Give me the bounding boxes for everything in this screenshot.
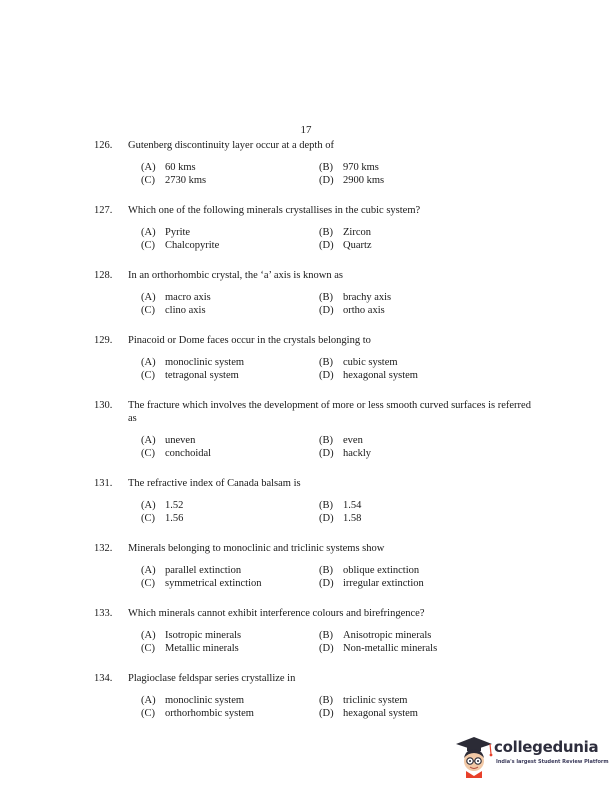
- option-text: cubic system: [343, 357, 398, 368]
- option-text: Zircon: [343, 227, 371, 238]
- option-text: 2900 kms: [343, 175, 385, 186]
- option-text: Pyrite: [165, 227, 191, 238]
- question-text: The fracture which involves the development of more or less smooth curved surfaces is referred as: [128, 400, 531, 424]
- option-text: Chalcopyrite: [165, 240, 220, 251]
- option-label: (D): [319, 370, 334, 381]
- answer-option: [141, 642, 319, 655]
- option-label: (C): [141, 708, 155, 719]
- option-label: (B): [319, 227, 333, 238]
- answer-options: [141, 629, 534, 655]
- question-133: [94, 607, 534, 655]
- question-130: [94, 399, 534, 460]
- question-number: 129.: [94, 335, 113, 346]
- option-label: (D): [319, 578, 334, 589]
- answer-option: [141, 304, 319, 317]
- option-text: ortho axis: [343, 305, 385, 316]
- question-number: 127.: [94, 205, 113, 216]
- question-text: Gutenberg discontinuity layer occur at a depth of: [128, 140, 334, 151]
- question-text: Plagioclase feldspar series crystallize in: [128, 673, 296, 684]
- answer-option: [319, 577, 479, 590]
- answer-option: [319, 369, 479, 382]
- option-text: 1.54: [343, 500, 362, 511]
- answer-options: [141, 434, 534, 460]
- question-text: The refractive index of Canada balsam is: [128, 478, 301, 489]
- option-label: (C): [141, 240, 155, 251]
- option-text: oblique extinction: [343, 565, 420, 576]
- option-label: (B): [319, 162, 333, 173]
- answer-option: [319, 239, 479, 252]
- question-128: [94, 269, 534, 317]
- option-label: (C): [141, 305, 155, 316]
- option-text: 1.56: [165, 513, 184, 524]
- question-number: 133.: [94, 608, 113, 619]
- option-label: (A): [141, 630, 156, 641]
- answer-option: [319, 356, 479, 369]
- option-label: (C): [141, 175, 155, 186]
- answer-options: [141, 161, 534, 187]
- answer-option: [141, 694, 319, 707]
- option-text: monoclinic system: [165, 695, 245, 706]
- question-stem: [94, 607, 534, 620]
- option-text: 60 kms: [165, 162, 196, 173]
- question-stem: [94, 477, 534, 490]
- question-number: 126.: [94, 140, 113, 151]
- option-label: (B): [319, 500, 333, 511]
- answer-option: [319, 434, 479, 447]
- answer-option: [319, 707, 479, 720]
- option-label: (A): [141, 500, 156, 511]
- option-label: (A): [141, 357, 156, 368]
- option-text: Quartz: [343, 240, 372, 251]
- option-text: 1.52: [165, 500, 184, 511]
- option-text: Isotropic minerals: [165, 630, 242, 641]
- option-text: Anisotropic minerals: [343, 630, 432, 641]
- option-text: 970 kms: [343, 162, 379, 173]
- option-text: macro axis: [165, 292, 211, 303]
- question-stem: [94, 269, 534, 282]
- option-label: (D): [319, 240, 334, 251]
- option-label: (A): [141, 435, 156, 446]
- question-129: [94, 334, 534, 382]
- question-stem: [94, 542, 534, 555]
- answer-option: [141, 707, 319, 720]
- option-label: (C): [141, 448, 155, 459]
- option-label: (D): [319, 513, 334, 524]
- answer-options: [141, 694, 534, 720]
- option-label: (C): [141, 370, 155, 381]
- option-text: irregular extinction: [343, 578, 424, 589]
- answer-option: [141, 512, 319, 525]
- option-label: (A): [141, 695, 156, 706]
- answer-option: [141, 356, 319, 369]
- question-stem: [94, 334, 534, 347]
- answer-options: [141, 564, 534, 590]
- option-text: Non-metallic minerals: [343, 643, 438, 654]
- answer-option: [141, 447, 319, 460]
- option-text: Metallic minerals: [165, 643, 239, 654]
- question-127: [94, 204, 534, 252]
- answer-option: [319, 694, 479, 707]
- answer-option: [319, 642, 479, 655]
- question-list: [94, 139, 534, 737]
- option-label: (C): [141, 643, 155, 654]
- question-text: Minerals belonging to monoclinic and triclinic systems show: [128, 543, 385, 554]
- mascot-icon: [452, 734, 494, 778]
- question-number: 134.: [94, 673, 113, 684]
- collegedunia-logo: [452, 734, 609, 778]
- question-number: 131.: [94, 478, 113, 489]
- answer-option: [141, 161, 319, 174]
- option-text: hexagonal system: [343, 370, 418, 381]
- option-label: (B): [319, 435, 333, 446]
- answer-option: [141, 239, 319, 252]
- question-stem: [94, 139, 534, 152]
- option-label: (D): [319, 643, 334, 654]
- option-text: hexagonal system: [343, 708, 418, 719]
- answer-option: [141, 577, 319, 590]
- question-131: [94, 477, 534, 525]
- brand-name: collegedunia: [494, 738, 599, 756]
- option-label: (A): [141, 227, 156, 238]
- answer-option: [319, 304, 479, 317]
- question-stem: [94, 672, 534, 685]
- option-text: orthorhombic system: [165, 708, 254, 719]
- option-text: even: [343, 435, 363, 446]
- brand-tagline: India's largest Student Review Platform: [496, 759, 609, 765]
- question-number: 128.: [94, 270, 113, 281]
- option-text: conchoidal: [165, 448, 212, 459]
- answer-options: [141, 356, 534, 382]
- option-text: tetragonal system: [165, 370, 239, 381]
- option-text: 1.58: [343, 513, 362, 524]
- page-number: 17: [300, 124, 312, 136]
- question-number: 132.: [94, 543, 113, 554]
- option-text: clino axis: [165, 305, 206, 316]
- answer-options: [141, 291, 534, 317]
- question-134: [94, 672, 534, 720]
- option-label: (A): [141, 292, 156, 303]
- option-text: uneven: [165, 435, 196, 446]
- answer-option: [141, 369, 319, 382]
- option-label: (D): [319, 305, 334, 316]
- option-label: (B): [319, 695, 333, 706]
- answer-option: [141, 564, 319, 577]
- option-label: (B): [319, 292, 333, 303]
- option-label: (D): [319, 448, 334, 459]
- answer-option: [141, 174, 319, 187]
- answer-option: [319, 499, 479, 512]
- option-text: triclinic system: [343, 695, 408, 706]
- answer-option: [319, 291, 479, 304]
- option-label: (D): [319, 175, 334, 186]
- option-text: hackly: [343, 448, 371, 459]
- question-stem: [94, 204, 534, 217]
- option-label: (C): [141, 578, 155, 589]
- answer-option: [319, 226, 479, 239]
- option-text: symmetrical extinction: [165, 578, 262, 589]
- answer-option: [319, 564, 479, 577]
- answer-option: [141, 629, 319, 642]
- option-label: (B): [319, 357, 333, 368]
- answer-option: [141, 291, 319, 304]
- option-label: (C): [141, 513, 155, 524]
- option-text: 2730 kms: [165, 175, 207, 186]
- answer-option: [141, 499, 319, 512]
- option-label: (A): [141, 162, 156, 173]
- answer-options: [141, 499, 534, 525]
- question-text: In an orthorhombic crystal, the ‘a’ axis is known as: [128, 270, 343, 281]
- option-text: parallel extinction: [165, 565, 242, 576]
- option-label: (B): [319, 565, 333, 576]
- answer-options: [141, 226, 534, 252]
- answer-option: [141, 434, 319, 447]
- option-label: (D): [319, 708, 334, 719]
- question-number: 130.: [94, 400, 113, 411]
- answer-option: [319, 512, 479, 525]
- answer-option: [319, 629, 479, 642]
- option-text: monoclinic system: [165, 357, 245, 368]
- question-126: [94, 139, 534, 187]
- question-stem: [94, 399, 534, 425]
- answer-option: [141, 226, 319, 239]
- option-text: brachy axis: [343, 292, 392, 303]
- answer-option: [319, 447, 479, 460]
- question-text: Which one of the following minerals crystallises in the cubic system?: [128, 205, 421, 216]
- option-label: (A): [141, 565, 156, 576]
- answer-option: [319, 174, 479, 187]
- question-132: [94, 542, 534, 590]
- question-text: Pinacoid or Dome faces occur in the crystals belonging to: [128, 335, 371, 346]
- answer-option: [319, 161, 479, 174]
- option-label: (B): [319, 630, 333, 641]
- question-text: Which minerals cannot exhibit interference colours and birefringence?: [128, 608, 425, 619]
